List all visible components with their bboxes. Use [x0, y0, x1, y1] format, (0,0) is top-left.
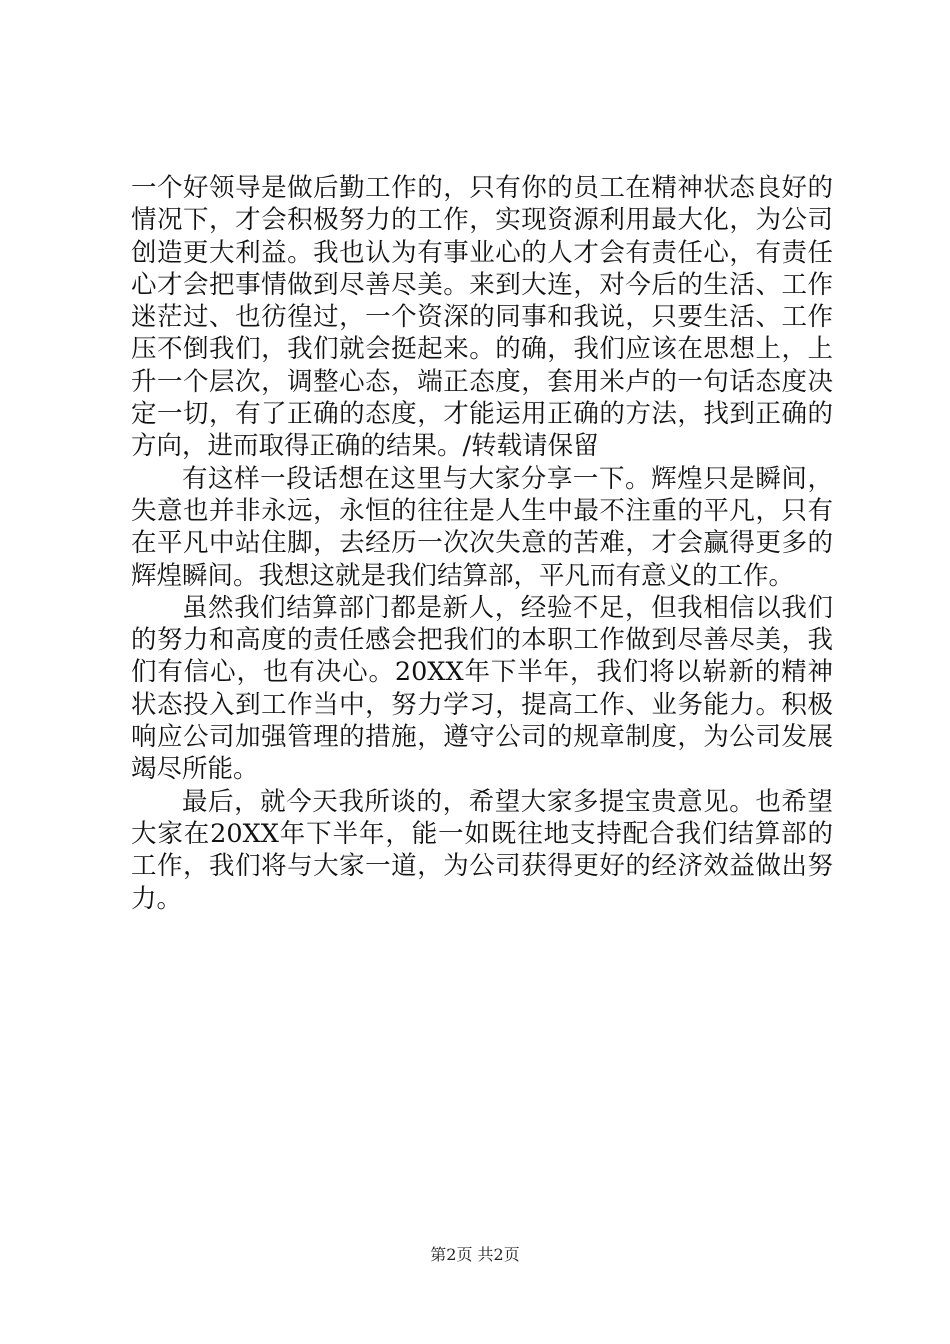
- paragraph-2: 有这样一段话想在这里与大家分享一下。辉煌只是瞬间，失意也并非永远，永恒的往往是人生中最不注重的平凡，只有在平凡中站住脚，去经历一次次失意的苦难，才会赢得更多的辉煌瞬间。我想这就是我们结算部，平凡而有意义的工作。: [131, 463, 833, 591]
- page-footer: [0, 1242, 950, 1265]
- document-body: [131, 172, 833, 915]
- paragraph-3: 虽然我们结算部门都是新人，经验不足，但我相信以我们的努力和高度的责任感会把我们的本职工作做到尽善尽美，我们有信心，也有决心。20XX年下半年，我们将以崭新的精神状态投入到工作当中，努力学习，提高工作、业务能力。积极响应公司加强管理的措施，遵守公司的规章制度，为公司发展竭尽所能。: [131, 592, 833, 785]
- paragraph-4: 最后，就今天我所谈的，希望大家多提宝贵意见。也希望大家在20XX年下半年，能一如既往地支持配合我们结算部的工作，我们将与大家一道，为公司获得更好的经济效益做出努力。: [131, 786, 833, 914]
- paragraph-1: 一个好领导是做后勤工作的，只有你的员工在精神状态良好的情况下，才会积极努力的工作，实现资源利用最大化，为公司创造更大利益。我也认为有事业心的人才会有责任心，有责任心才会把事情做到尽善尽美。来到大连，对今后的生活、工作迷茫过、也彷徨过，一个资深的同事和我说，只要生活、工作压不倒我们，我们就会挺起来。的确，我们应该在思想上，上升一个层次，调整心态，端正态度，套用米卢的一句话态度决定一切，有了正确的态度，才能运用正确的方法，找到正确的方向，进而取得正确的结果。/转载请保留: [131, 173, 833, 462]
- page-number: 第2页 共2页: [430, 1245, 520, 1264]
